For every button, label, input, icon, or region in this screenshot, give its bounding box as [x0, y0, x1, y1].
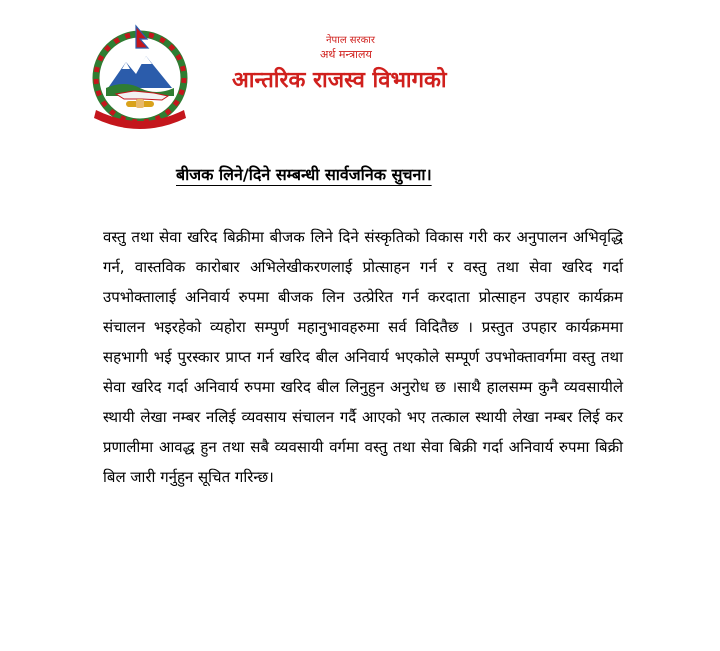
notice-title: बीजक लिने/दिने सम्बन्धी सार्वजनिक सुचना।	[176, 165, 432, 184]
nepal-emblem-logo	[76, 22, 204, 134]
department-name: आन्तरिक राजस्व विभागको	[232, 68, 447, 93]
ministry-name: अर्थ मन्त्रालय	[320, 48, 372, 61]
notice-body: वस्तु तथा सेवा खरिद बिक्रीमा बीजक लिने दिने संस्कृतिको विकास गरी कर अनुपालन अभिवृद्धि गर्न, वास्तविक कारोबार अभिलेखीकरणलाई प्रोत्साहन गर्न र वस्तु तथा सेवा खरिद गर्दा उपभोक्तालाई अनिवार्य रुपमा बीजक लिन उत्प्रेरित गर्न करदाता प्रोत्साहन उपहार कार्यक्रम संचालन भइरहेको व्यहोरा सम्पुर्ण महानुभावहरुमा सर्व विदितैछ । प्रस्तुत उपहार कार्यक्रममा सहभागी भई पुरस्कार प्राप्त गर्न खरिद बील अनिवार्य भएकोले सम्पूर्ण उपभोक्तावर्गमा वस्तु तथा सेवा खरिद गर्दा अनिवार्य रुपमा खरिद बील लिनुहुन अनुरोध छ ।साथै हालसम्म कुनै व्यवसायीले स्थायी लेखा नम्बर नलिई व्यवसाय संचालन गर्दै आएको भए तत्काल स्थायी लेखा नम्बर लिई कर प्रणालीमा आवद्ध हुन तथा सबै व्यवसायी वर्गमा वस्तु तथा सेवा बिक्री गर्दा अनिवार्य रुपमा बिक्री बिल जारी गर्नुहुन सूचित गरिन्छ।	[103, 228, 623, 486]
gov-name: नेपाल सरकार	[326, 35, 375, 46]
